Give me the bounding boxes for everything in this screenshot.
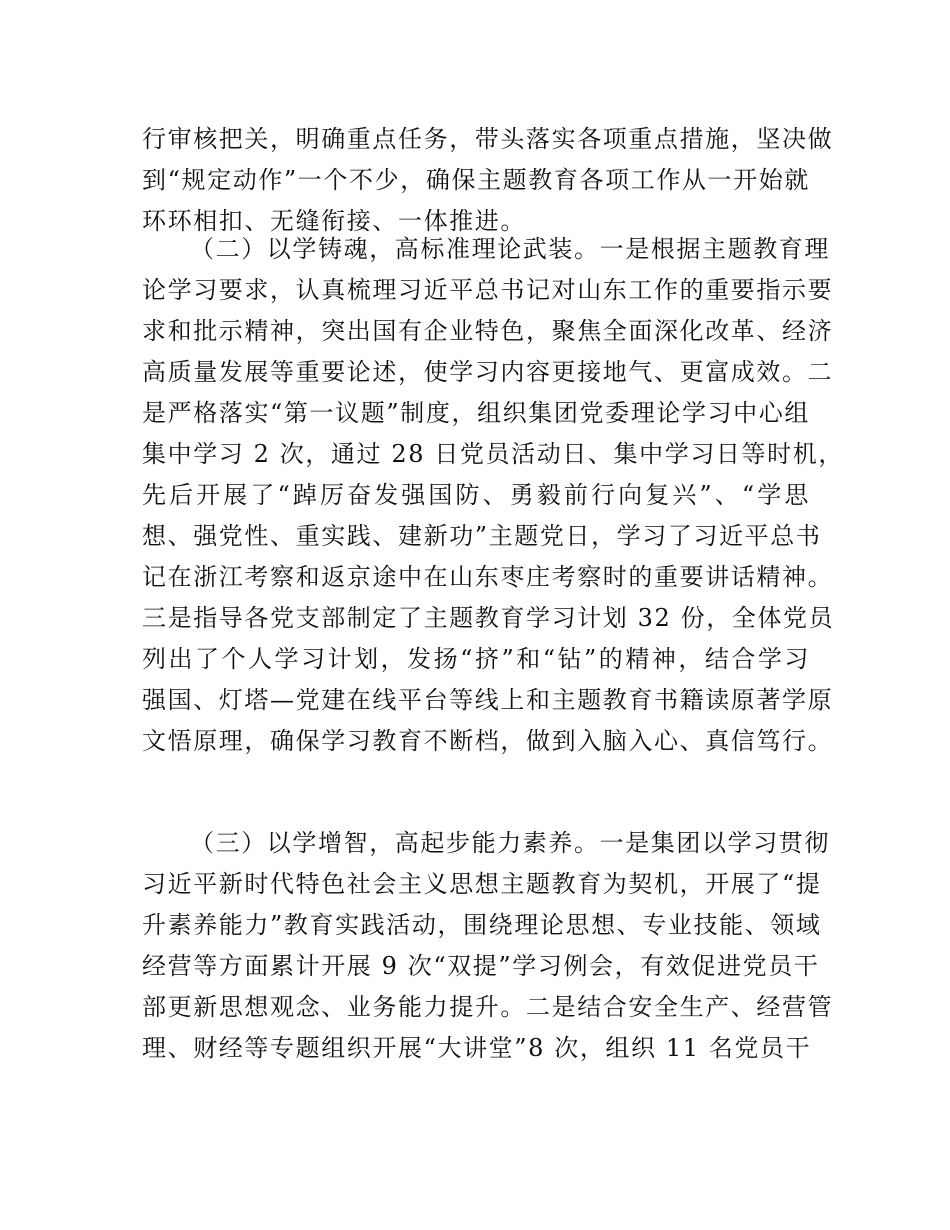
text-line: 列出了个人学习计划，发扬“挤”和“钻”的精神，结合学习 bbox=[142, 645, 810, 673]
paragraph-1 bbox=[142, 119, 834, 242]
text-line: 想、强党性、重实践、建新功”主题党日，学习了习近平总书 bbox=[142, 522, 822, 550]
text-line: 记在浙江考察和返京途中在山东枣庄考察时的重要讲话精神。 bbox=[142, 563, 834, 591]
text-line: 部更新思想观念、业务能力提升。二是结合安全生产、经营管 bbox=[142, 993, 834, 1021]
text-line: 经营等方面累计开展 9 次“双提”学习例会，有效促进党员干 bbox=[142, 952, 820, 980]
text-line: 是严格落实“第一议题”制度，组织集团党委理论学习中心组 bbox=[142, 399, 810, 427]
text-line: 升素养能力”教育实践活动，围绕理论思想、专业技能、领域 bbox=[142, 911, 822, 939]
text-line: 习近平新时代特色社会主义思想主题教育为契机，开展了“提 bbox=[142, 870, 822, 898]
text-line: 文悟原理，确保学习教育不断档，做到入脑入心、真信笃行。 bbox=[142, 727, 834, 755]
paragraph-2 bbox=[142, 229, 844, 762]
text-line: 集中学习 2 次，通过 28 日党员活动日、集中学习日等时机， bbox=[142, 440, 844, 468]
text-line: 三是指导各党支部制定了主题教育学习计划 32 份，全体党员 bbox=[142, 604, 835, 632]
text-line: 先后开展了“踔厉奋发强国防、勇毅前行向复兴”、“学思 bbox=[142, 481, 810, 509]
text-line: 理、财经等专题组织开展“大讲堂”8 次，组织 11 名党员干 bbox=[142, 1034, 812, 1062]
paragraph-3 bbox=[142, 823, 834, 1069]
text-line: 求和批示精神，突出国有企业特色，聚焦全面深化改革、经济 bbox=[142, 317, 834, 345]
text-line: 行审核把关，明确重点任务，带头落实各项重点措施，坚决做 bbox=[142, 125, 834, 153]
text-line: 到“规定动作”一个不少，确保主题教育各项工作从一开始就 bbox=[142, 166, 810, 194]
section-heading-line: （二）以学铸魂，高标准理论武装。一是根据主题教育理 bbox=[190, 235, 830, 263]
text-line: 高质量发展等重要论述，使学习内容更接地气、更富成效。二 bbox=[142, 358, 834, 386]
text-line: 强国、灯塔—党建在线平台等线上和主题教育书籍读原著学原 bbox=[142, 686, 834, 714]
section-heading-line: （三）以学增智，高起步能力素养。一是集团以学习贯彻 bbox=[190, 829, 830, 857]
text-line: 环环相扣、无缝衔接、一体推进。 bbox=[142, 207, 526, 235]
text-line: 论学习要求，认真梳理习近平总书记对山东工作的重要指示要 bbox=[142, 276, 834, 304]
